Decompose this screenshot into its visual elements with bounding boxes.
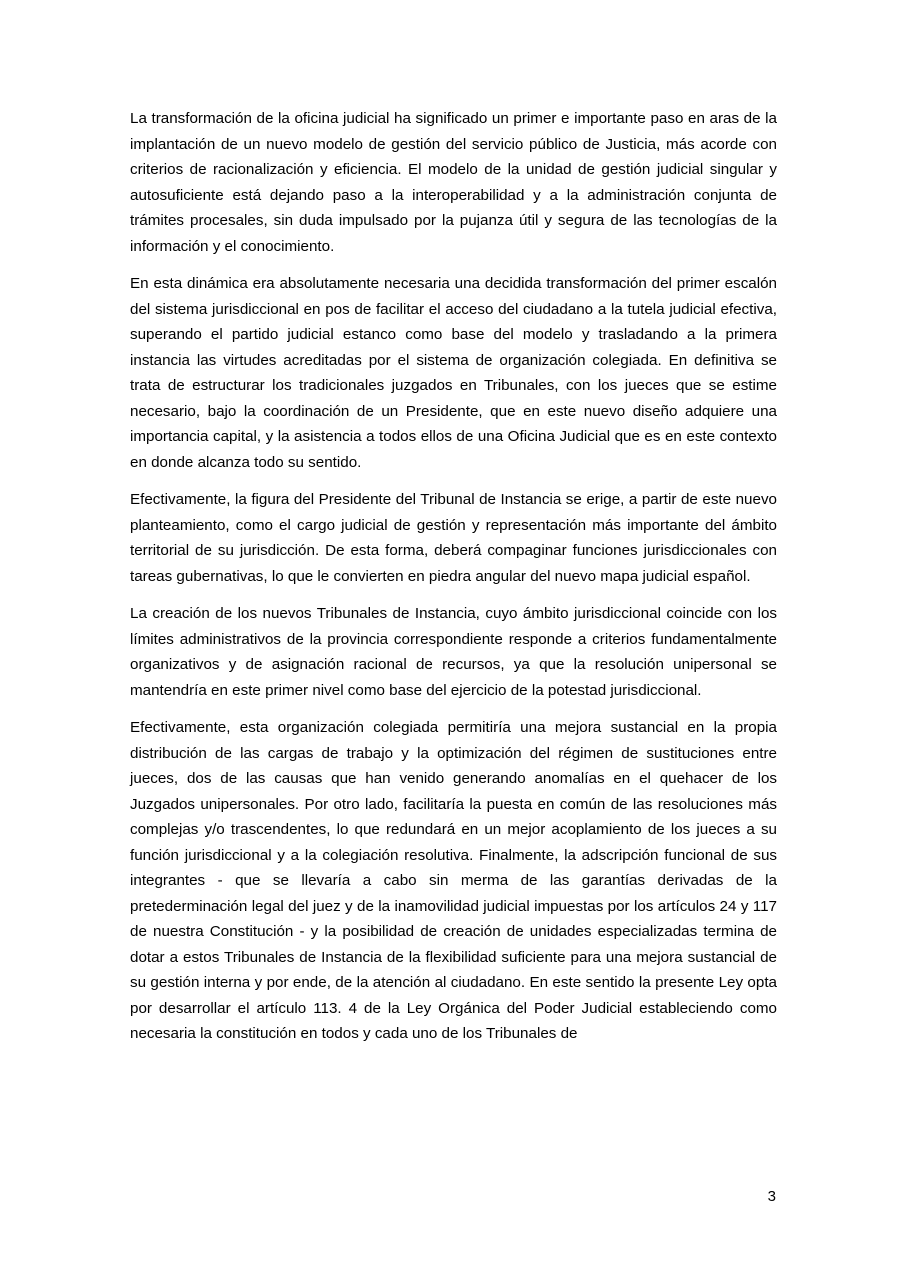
paragraph-4: La creación de los nuevos Tribunales de Instancia, cuyo ámbito jurisdiccional coincide con los límites administrativos de la provincia correspondiente responde a criterios fundamentalmente organizativos y de asignación racional de recursos, ya que la resolución unipersonal se mantendría en este primer nivel como base del ejercicio de la potestad jurisdiccional. [130,605,777,699]
paragraph-1: La transformación de la oficina judicial ha significado un primer e importante paso en aras de la implantación de un nuevo modelo de gestión del servicio público de Justicia, más acorde con criterios de racionalización y eficiencia. El modelo de la unidad de gestión judicial singular y autosuficiente está dejando paso a la interoperabilidad y a la administración conjunta de trámites procesales, sin duda impulsado por la pujanza útil y segura de las tecnologías de la información y el conocimiento. [130,110,777,255]
page-number: 3 [767,1188,776,1205]
paragraph-3: Efectivamente, la figura del Presidente del Tribunal de Instancia se erige, a partir de este nuevo planteamiento, como el cargo judicial de gestión y representación más importante del ámbito territorial de su jurisdicción. De esta forma, deberá compaginar funciones jurisdiccionales con tareas gubernativas, lo que le convierten en piedra angular del nuevo mapa judicial español. [130,491,777,585]
paragraph-5: Efectivamente, esta organización colegiada permitiría una mejora sustancial en la propia distribución de las cargas de trabajo y la optimización del régimen de sustituciones entre jueces, dos de las causas que han venido generando anomalías en el quehacer de los Juzgados unipersonales. Por otro lado, facilitaría la puesta en común de las resoluciones más complejas y/o trascendentes, lo que redundará en un mejor acoplamiento de los jueces a su función jurisdiccional y a la colegiación resolutiva. Finalmente, la adscripción funcional de sus integrantes - que se llevaría a cabo sin merma de las garantías derivadas de la pretederminación legal del juez y de la inamovilidad judicial impuestas por los artículos 24 y 117 de nuestra Constitución - y la posibilidad de creación de unidades especializadas termina de dotar a estos Tribunales de Instancia de la flexibilidad suficiente para una mejora sustancial de su gestión interna y por ende, de la atención al ciudadano. En este sentido la presente Ley opta por desarrollar el artículo 113. 4 de la Ley Orgánica del Poder Judicial estableciendo como necesaria la constitución en todos y cada uno de los Tribunales de [130,719,777,1042]
document-body [130,106,777,1059]
paragraph-2: En esta dinámica era absolutamente necesaria una decidida transformación del primer escalón del sistema jurisdiccional en pos de facilitar el acceso del ciudadano a la tutela judicial efectiva, superando el partido judicial estanco como base del modelo y trasladando a la primera instancia las virtudes acreditadas por el sistema de organización colegiada. En definitiva se trata de estructurar los tradicionales juzgados en Tribunales, con los jueces que se estime necesario, bajo la coordinación de un Presidente, que en este nuevo diseño adquiere una importancia capital, y la asistencia a todos ellos de una Oficina Judicial que es en este contexto en donde alcanza todo su sentido. [130,275,777,471]
